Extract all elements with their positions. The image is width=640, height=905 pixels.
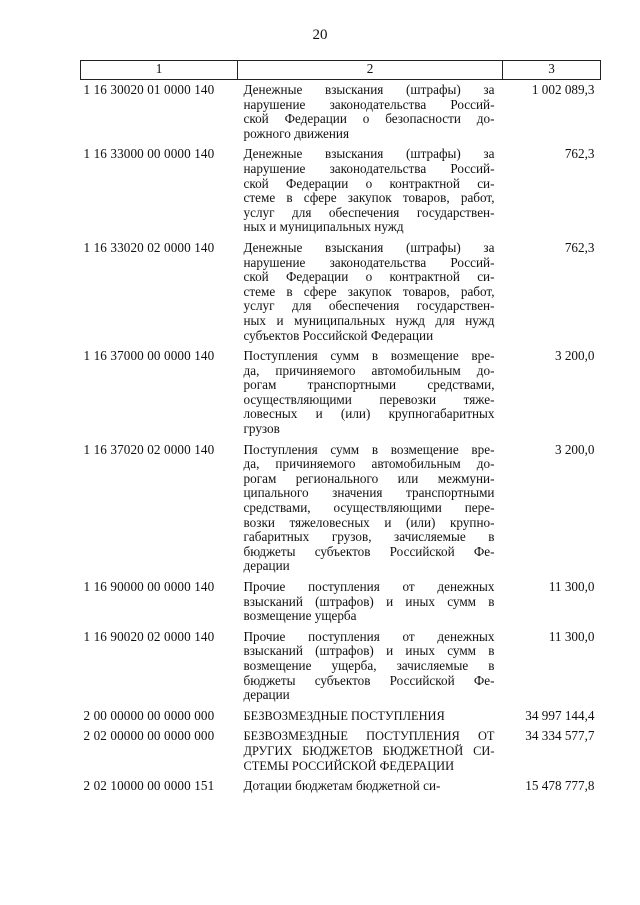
page-number: 20 bbox=[312, 27, 328, 43]
description-line: взысканий (штрафов) и иных сумм в bbox=[243, 643, 495, 659]
description-line: рогам регионального или межмуни- bbox=[243, 470, 495, 486]
description-line: услуг для обеспечения государствен- bbox=[243, 298, 495, 314]
table-row bbox=[81, 627, 601, 706]
classification-code: 1 16 90000 00 0000 140 bbox=[83, 579, 215, 594]
description-line: да, причиняемого автомобильным до- bbox=[243, 456, 495, 472]
table-row bbox=[81, 238, 601, 346]
table-row bbox=[81, 577, 601, 627]
classification-code: 1 16 33020 02 0000 140 bbox=[83, 239, 215, 255]
description-line: Поступления сумм в возмещение вре- bbox=[243, 348, 495, 364]
description-line: Денежные взыскания (штрафы) за bbox=[243, 146, 495, 162]
description-line: стеме в сфере закупок товаров, работ, bbox=[243, 190, 495, 206]
description-line: рогам транспортными средствами, bbox=[243, 377, 495, 393]
amount-value: 3 200,0 bbox=[554, 441, 595, 457]
classification-code: 2 00 00000 00 0000 000 bbox=[83, 707, 215, 723]
description-line: Прочие поступления от денежных bbox=[243, 628, 495, 644]
description-line: Прочие поступления от денежных bbox=[243, 579, 495, 594]
description-line: субъектов Российской Федерации bbox=[243, 327, 434, 343]
description-line: бюджеты субъектов Российской Фе- bbox=[243, 543, 495, 559]
description-line: Дотации бюджетам бюджетной си- bbox=[243, 778, 441, 794]
classification-code: 1 16 90020 02 0000 140 bbox=[83, 628, 215, 644]
budget-revenue-table bbox=[80, 60, 601, 797]
revenue-description bbox=[238, 80, 503, 145]
table-row bbox=[81, 776, 601, 797]
table-row bbox=[81, 706, 601, 727]
amount-value: 11 300,0 bbox=[548, 579, 595, 594]
description-line: Поступления сумм в возмещение вре- bbox=[243, 441, 495, 457]
description-line: грузов bbox=[243, 421, 280, 437]
revenue-description bbox=[238, 144, 503, 238]
description-line: возки тяжеловесных и (или) крупно- bbox=[243, 514, 495, 530]
description-line: стеме в сфере закупок товаров, работ, bbox=[243, 283, 495, 299]
classification-code: 1 16 37020 02 0000 140 bbox=[83, 441, 215, 457]
table-row bbox=[81, 144, 601, 238]
description-line: услуг для обеспечения государствен- bbox=[243, 204, 495, 220]
description-line: осуществляющими перевозки тяже- bbox=[243, 391, 495, 407]
table-row bbox=[81, 440, 601, 577]
classification-code: 1 16 33000 00 0000 140 bbox=[83, 146, 215, 162]
amount-value: 15 478 777,8 bbox=[525, 778, 595, 794]
table-row bbox=[81, 80, 601, 145]
header-row bbox=[81, 61, 601, 80]
header-col-code: 1 bbox=[81, 61, 238, 80]
description-line: взысканий (штрафов) и иных сумм в bbox=[243, 593, 495, 609]
header-col-name: 2 bbox=[238, 61, 503, 80]
table-row bbox=[81, 346, 601, 440]
description-line: ловесных и (или) крупногабаритных bbox=[243, 406, 495, 422]
description-line: ДРУГИХ БЮДЖЕТОВ БЮДЖЕТНОЙ СИ- bbox=[243, 743, 495, 758]
revenue-description bbox=[238, 627, 503, 706]
description-line: нарушение законодательства Россий- bbox=[243, 96, 495, 112]
revenue-description bbox=[238, 776, 503, 797]
revenue-description bbox=[238, 238, 503, 346]
description-line: Денежные взыскания (штрафы) за bbox=[243, 82, 495, 97]
description-line: дерации bbox=[243, 558, 290, 574]
revenue-description bbox=[238, 346, 503, 440]
classification-code: 2 02 00000 00 0000 000 bbox=[83, 728, 215, 744]
description-line: Денежные взыскания (штрафы) за bbox=[243, 239, 495, 255]
amount-value: 762,3 bbox=[564, 239, 595, 255]
revenue-description bbox=[238, 706, 503, 727]
description-line: нарушение законодательства Россий- bbox=[243, 254, 495, 270]
description-line: средствами, осуществляющими пере- bbox=[243, 500, 495, 516]
description-line: ципального значения транспортными bbox=[243, 485, 495, 501]
table-body bbox=[81, 80, 601, 797]
revenue-description bbox=[238, 726, 503, 776]
description-line: нарушение законодательства Россий- bbox=[243, 160, 495, 176]
description-line: ных и муниципальных нужд для нужд bbox=[243, 312, 495, 328]
description-line: ных и муниципальных нужд bbox=[243, 219, 404, 235]
amount-value: 762,3 bbox=[564, 146, 595, 162]
amount-value: 11 300,0 bbox=[548, 628, 595, 644]
description-line: БЕЗВОЗМЕЗДНЫЕ ПОСТУПЛЕНИЯ ОТ bbox=[243, 729, 495, 744]
description-line: ской Федерации о безопасности до- bbox=[243, 111, 495, 127]
description-line: СТЕМЫ РОССИЙСКОЙ ФЕДЕРАЦИИ bbox=[243, 758, 455, 773]
description-line: дерации bbox=[243, 687, 290, 703]
description-line: да, причиняемого автомобильным до- bbox=[243, 362, 495, 378]
description-line: возмещение ущерба bbox=[243, 608, 357, 624]
revenue-description bbox=[238, 577, 503, 627]
header-col-amount: 3 bbox=[503, 61, 601, 80]
amount-value: 34 334 577,7 bbox=[525, 728, 595, 744]
description-line: БЕЗВОЗМЕЗДНЫЕ ПОСТУПЛЕНИЯ bbox=[243, 708, 445, 723]
description-line: возмещение ущерба, зачисляемые в bbox=[243, 657, 495, 673]
classification-code: 2 02 10000 00 0000 151 bbox=[83, 778, 215, 794]
classification-code: 1 16 30020 01 0000 140 bbox=[83, 82, 215, 97]
amount-value: 3 200,0 bbox=[554, 348, 595, 364]
description-line: ской Федерации о контрактной си- bbox=[243, 269, 495, 285]
classification-code: 1 16 37000 00 0000 140 bbox=[83, 348, 215, 364]
description-line: рожного движения bbox=[243, 125, 350, 141]
amount-value: 1 002 089,3 bbox=[531, 82, 595, 97]
table-header bbox=[81, 61, 601, 80]
description-line: габаритных грузов, зачисляемые в bbox=[243, 529, 495, 545]
revenue-description bbox=[238, 440, 503, 577]
amount-value: 34 997 144,4 bbox=[525, 707, 595, 723]
description-line: ской Федерации о контрактной си- bbox=[243, 175, 495, 191]
table-row bbox=[81, 726, 601, 776]
description-line: бюджеты субъектов Российской Фе- bbox=[243, 672, 495, 688]
